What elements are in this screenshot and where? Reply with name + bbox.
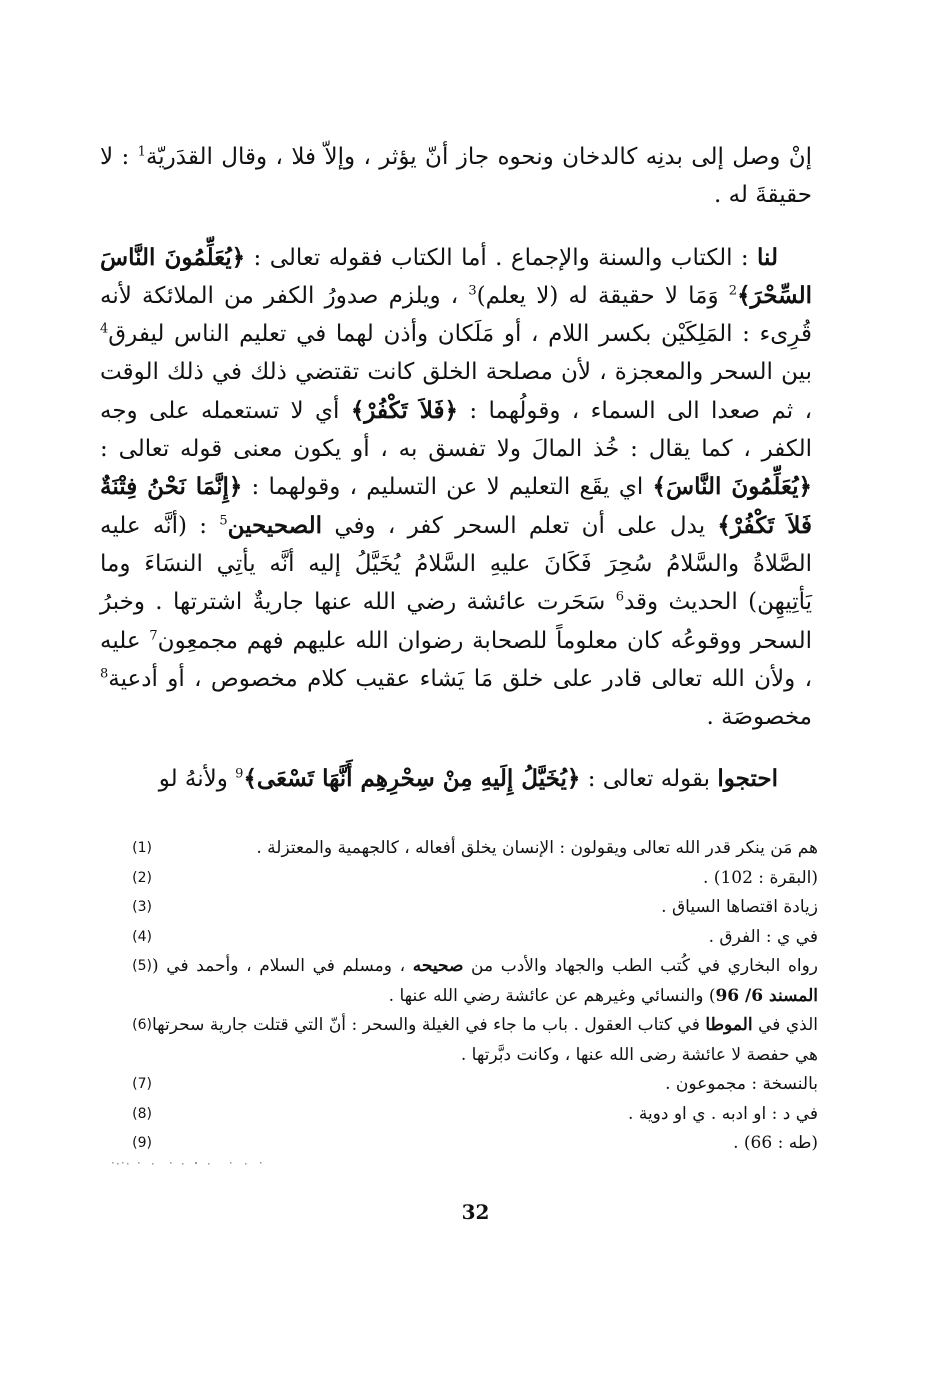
text-run: إنْ وصل إلى بدنِه كالدخان ونحوه جاز أنّ يؤثر ، وإلاّ فلا ، وقال القدَريّة [145, 144, 812, 170]
paragraph-3 [100, 760, 812, 798]
footnote-number: (8) [132, 1105, 152, 1122]
footnote-item [100, 834, 818, 864]
scan-specks [110, 1158, 270, 1168]
footnote-item [100, 923, 818, 953]
text-run: في كتاب العقول . باب ما جاء في الغيلة والسحر : أنّ التي قتلت جارية سحرتها هي حفصة لا عائشة رضى الله عنها ، وكانت دبَّرتها . [152, 1015, 818, 1065]
footnote-text: في ي : الفرق . [708, 926, 818, 947]
text-run: ، ويلزم صدورُ الكفر من الملائكة لأنه قُرِىء : المَلِكَيْن بكسر اللام ، أو مَلَكان وأذن لهما في تعليم الناس ليفرق [100, 282, 812, 348]
book-title: الموطا [705, 1015, 753, 1035]
footnote-ref-1: 1 [137, 144, 146, 160]
quran-quote: ﴿يُخَيَّلُ إِلَيهِ مِنْ سِحْرِهِم أَنَّهَا تَسْعَى﴾ [243, 765, 581, 793]
footnote-item [100, 1129, 818, 1159]
footnotes [100, 834, 818, 1159]
text-run: : لا حقيقةَ له . [100, 144, 812, 209]
text-run: مخصوصَة . [706, 704, 812, 731]
footnote-text: (طه : 66) . [733, 1133, 818, 1153]
footnote-ref-6: 6 [615, 589, 624, 605]
main-text [100, 138, 812, 799]
book-title: المسند 6/ 96 [715, 985, 818, 1006]
footnote-number: (2) [132, 869, 152, 886]
footnote-number: (5) [132, 958, 152, 974]
quran-quote: ﴿فَلاَ تَكْفُرْ﴾ [350, 396, 458, 424]
text-run: بقوله تعالى : [580, 766, 718, 793]
quran-quote: ﴿يُعَلِّمُونَ النَّاسَ السِّحْرَ﴾ [100, 243, 812, 309]
paragraph-lead: لنا [757, 243, 778, 271]
paragraph-1 [100, 138, 812, 215]
footnote-text: (البقرة : 102) . [703, 867, 818, 888]
footnote-item [100, 952, 818, 1011]
footnote-ref-3: 3 [468, 283, 477, 299]
text-run: أي لا تستعمله على وجه الكفر ، كما يقال : خُذ المالَ ولا تفسق به ، أو يكون معنى قوله تعالى : [100, 397, 812, 463]
footnote-ref-7: 7 [149, 627, 158, 643]
footnote-number: (3) [132, 899, 152, 915]
text-run: رواه البخاري في كُتب الطب والجهاد والأدب من [463, 956, 819, 976]
text-run: اي يقَع التعليم لا عن التسليم ، وقولهما : [242, 474, 653, 501]
footnote-number: (4) [132, 928, 152, 945]
footnote-item [100, 1011, 818, 1070]
text-run: يدل على أن تعلم السحر كفر ، وفي [322, 512, 718, 539]
footnote-number: (6) [132, 1017, 152, 1033]
footnote-number: (9) [132, 1135, 152, 1151]
text-run: سَحَرت عائشة رضي الله عنها جاريةٌ اشترتها . وخبرُ السحر ووقوعُه كان معلوماً للصحابة رضوان الله عليهم فهم مجمعِون [100, 589, 812, 654]
text-run: الذي في [752, 1015, 818, 1035]
quran-quote: ﴿يُعَلِّمُونَ النَّاسَ﴾ [652, 473, 812, 501]
footnote-text [152, 1011, 818, 1070]
book-title: الصحيحين [227, 511, 323, 539]
footnote-item [100, 1100, 818, 1130]
footnote-text: زيادة اقتصاها السياق . [661, 897, 818, 917]
footnote-text [152, 952, 818, 1011]
book-title: صحيحه [412, 956, 464, 976]
footnote-item [100, 864, 818, 894]
text-run: عليه ، ولأن الله تعالى قادر على خلق مَا يَشاء عقيب كلام مخصوص ، أو أدعية [100, 627, 812, 692]
text-run: وَمَا لا حقيقة له (لا يعلم) [476, 282, 729, 309]
footnote-ref-2: 2 [728, 283, 738, 299]
footnote-text: في د : او ادبه . ي او دوية . [628, 1103, 818, 1124]
footnote-item [100, 893, 818, 923]
footnote-item [100, 1070, 818, 1100]
footnote-text: هم مَن ينكر قدر الله تعالى ويقولون : الإنسان يخلق أفعاله ، كالجهمية والمعتزلة . [256, 838, 818, 858]
footnote-ref-9: 9 [235, 766, 244, 782]
footnote-number: (7) [132, 1076, 152, 1092]
footnote-number: (1) [132, 840, 152, 856]
text-run: : الكتاب والسنة والإجماع . أما الكتاب فقوله تعالى : [245, 244, 758, 271]
text-run: ، ومسلم في السلام ، وأحمد في ( [152, 956, 413, 976]
text-run: ولأنهُ لو [158, 766, 236, 793]
paragraph-lead: احتجوا [717, 765, 778, 793]
footnote-ref-5: 5 [219, 513, 228, 529]
quran-quote: ﴿إِنَّمَا نَحْنُ فِتْنَةٌ فَلاَ تَكْفُرْ﴾ [100, 473, 812, 539]
footnote-ref-4: 4 [100, 321, 109, 337]
page-number: 32 [461, 1200, 490, 1224]
footnote-text: بالنسخة : مجموعون . [665, 1074, 818, 1094]
hadith-quote: : (أنَّه عليه الصَّلاةُ والسَّلامُ سُحِرَ فَكَانَ عليهِ السَّلامُ يُخَيَّلُ إليه أنَّه يأتِي النسَاءَ وما يَأتِيهِن) الحديث وقد [100, 512, 812, 616]
text-run: ) والنسائي وغيرهم عن عائشة رضي الله عنها . [388, 985, 716, 1006]
footnote-ref-8: 8 [100, 666, 109, 682]
text-run: بين السحر والمعجزة ، لأن مصلحة الخلق كانت تقتضي ذلك في ذلك الوقت ، ثم صعدا الى السماء ، وقولُهما : [100, 359, 812, 424]
paragraph-2 [100, 239, 812, 737]
